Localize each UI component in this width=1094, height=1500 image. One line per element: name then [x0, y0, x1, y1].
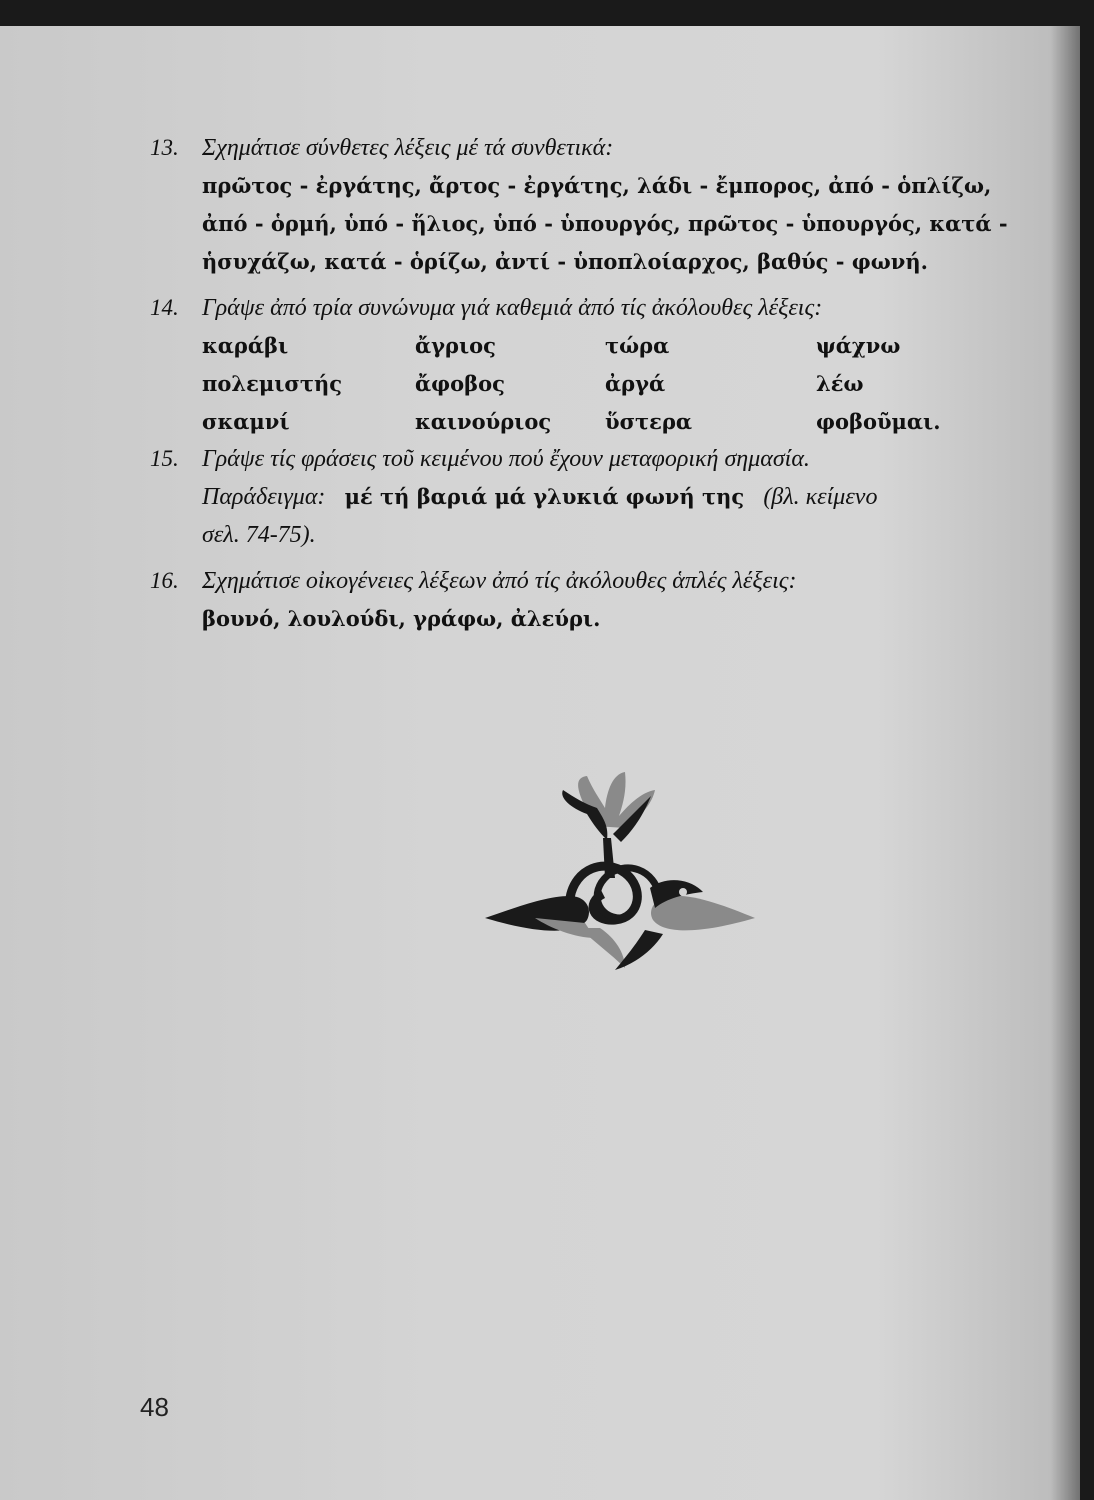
word-cell: ἄγριος: [415, 333, 496, 358]
exercise-instruction: Σχημάτισε σύνθετες λέξεις μέ τά συνθετικά:: [202, 135, 614, 161]
word-cell: καινούριος: [415, 409, 552, 434]
text-reference-pages: σελ. 74-75).: [202, 522, 316, 548]
compound-pairs-line: ἀπό - ὁρμή, ὑπό - ἥλιος, ὑπό - ὑπουργός, πρῶτος - ὑπουργός, κατά -: [202, 211, 1008, 236]
word-cell: τώρα: [605, 333, 670, 358]
simple-words-list: βουνό, λουλούδι, γράφω, ἀλεύρι.: [202, 606, 601, 631]
scan-border-top: [0, 0, 1094, 26]
exercise-16: [150, 562, 1040, 638]
word-cell: ἄφοβος: [415, 371, 505, 396]
word-cell: ψάχνω: [816, 333, 901, 358]
text-reference: (βλ. κείμενο: [763, 484, 878, 510]
scan-border-right: [1080, 0, 1094, 1500]
word-cell: καράβι: [202, 333, 289, 358]
exercise-instruction: Γράψε ἀπό τρία συνώνυμα γιά καθεμιά ἀπό τίς ἀκόλουθες λέξεις:: [202, 295, 823, 321]
bird-flower-ornament-icon: [475, 768, 765, 973]
exercise-15: [150, 440, 1040, 554]
exercise-number: 16.: [150, 568, 179, 593]
word-cell: ὕστερα: [605, 409, 693, 434]
word-row: [150, 365, 1040, 403]
word-cell: πολεμιστής: [202, 371, 343, 396]
exercise-instruction: Γράψε τίς φράσεις τοῦ κειμένου πού ἔχουν μεταφορική σημασία.: [202, 446, 810, 472]
exercise-number: 14.: [150, 295, 179, 320]
compound-pairs-line: ἡσυχάζω, κατά - ὁρίζω, ἀντί - ὑποπλοίαρχος, βαθύς - φωνή.: [202, 249, 928, 274]
exercise-instruction: Σχημάτισε οἰκογένειες λέξεων ἀπό τίς ἀκόλουθες ἁπλές λέξεις:: [202, 568, 797, 594]
example-phrase: μέ τή βαριά μά γλυκιά φωνή της: [344, 484, 745, 509]
word-row: [150, 403, 1040, 441]
word-cell: λέω: [816, 371, 864, 396]
exercise-number: 15.: [150, 446, 179, 471]
exercise-13: [150, 129, 1040, 281]
compound-pairs-line: πρῶτος - ἐργάτης, ἄρτος - ἐργάτης, λάδι - ἔμπορος, ἀπό - ὁπλίζω,: [202, 173, 992, 198]
exercise-number: 13.: [150, 135, 179, 160]
word-row: [150, 327, 1040, 365]
example-label: Παράδειγμα:: [202, 484, 326, 510]
exercise-14: [150, 289, 1040, 441]
word-cell: φοβοῦμαι.: [816, 409, 941, 434]
word-cell: ἀργά: [605, 371, 666, 396]
word-cell: σκαμνί: [202, 409, 290, 434]
page-number: 48: [140, 1392, 169, 1422]
